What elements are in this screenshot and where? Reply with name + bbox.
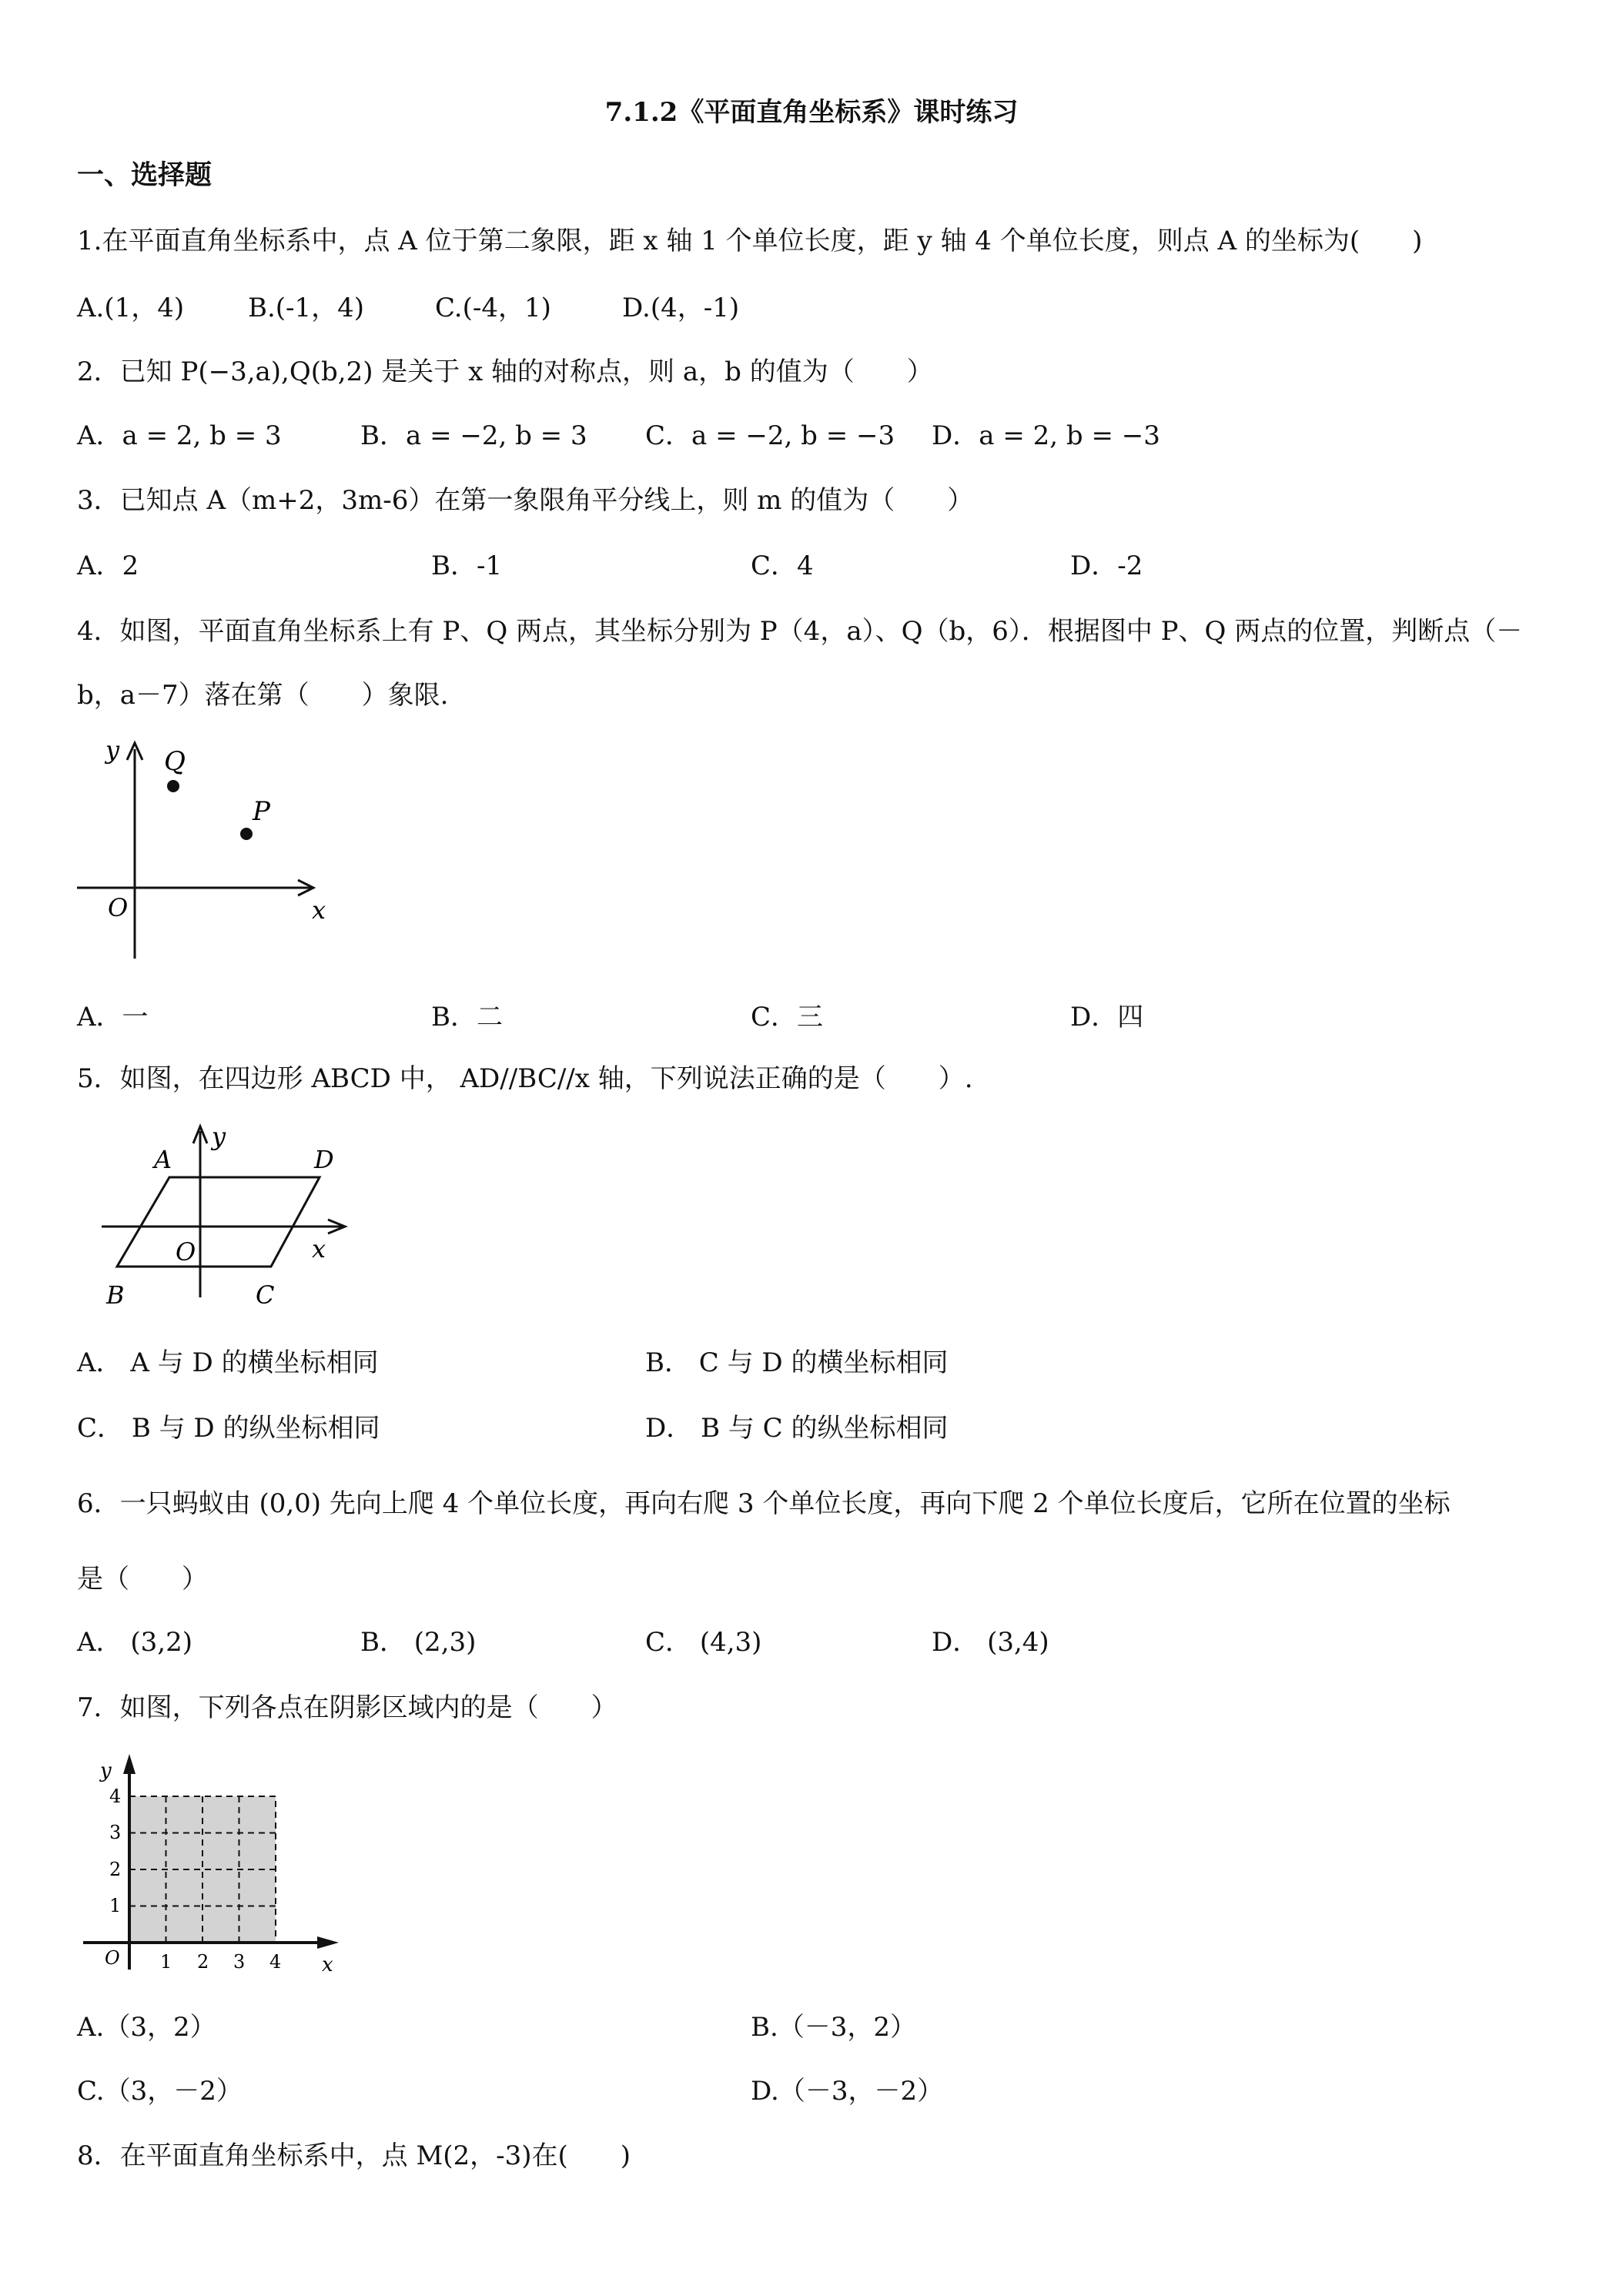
q4-origin-label: O — [108, 893, 129, 922]
q7-y-tick-1: 1 — [109, 1895, 122, 1916]
q4-option-b: B．二 — [431, 1002, 503, 1033]
question-4-stem-line2: b，a－7）落在第（ ）象限. — [77, 680, 449, 711]
q7-x-tick-3: 3 — [233, 1951, 246, 1973]
q5-label-o: O — [176, 1237, 196, 1267]
q7-option-d: D.（－3，－2） — [751, 2076, 944, 2107]
q3-option-d: D．-2 — [1070, 551, 1143, 581]
q7-y-tick-2: 2 — [109, 1859, 122, 1880]
q7-x-tick-1: 1 — [160, 1951, 172, 1973]
q4-point-q-label: Q — [164, 746, 186, 777]
question-6-stem-line2: 是（ ） — [77, 1564, 208, 1595]
page-title: 7.1.2《平面直角坐标系》课时练习 — [604, 97, 1019, 128]
q5-label-d: D — [314, 1145, 334, 1174]
q7-y-tick-4: 4 — [109, 1786, 122, 1807]
q6-option-b: B． (2,3) — [360, 1627, 477, 1658]
q7-x-tick-2: 2 — [197, 1951, 209, 1973]
q7-y-arrow — [123, 1754, 136, 1774]
q3-option-b: B．-1 — [431, 551, 503, 581]
q2-option-a: A．a = 2, b = 3 — [77, 420, 282, 451]
q4-x-label: x — [312, 895, 326, 925]
section-heading: 一、选择题 — [77, 159, 212, 191]
q5-quadrilateral — [117, 1177, 320, 1267]
q7-x-label: x — [322, 1953, 333, 1976]
question-6-stem-line1: 6．一只蚂蚁由 (0,0) 先向上爬 4 个单位长度，再向右爬 3 个单位长度，再向下爬 2 个单位长度后，它所在位置的坐标 — [77, 1488, 1451, 1519]
q4-point-p — [240, 828, 253, 840]
q4-point-p-label: P — [253, 796, 270, 827]
q1-option-b: B.(-1，4) — [248, 293, 365, 323]
q4-y-label: y — [105, 735, 120, 765]
q4-option-a: A．一 — [77, 1002, 149, 1033]
q7-option-c: C.（3，－2） — [77, 2076, 243, 2107]
q2-option-b: B．a = −2, b = 3 — [360, 420, 587, 451]
q1-option-a: A.(1，4) — [77, 293, 185, 323]
q5-figure — [92, 1120, 354, 1313]
q6-option-c: C． (4,3) — [645, 1627, 762, 1658]
q5-option-d: D． B 与 C 的纵坐标相同 — [645, 1413, 949, 1444]
q4-point-q — [167, 780, 179, 792]
q5-label-y: y — [212, 1122, 226, 1151]
q7-x-tick-4: 4 — [269, 1951, 282, 1973]
q2-option-c: C．a = −2, b = −3 — [645, 420, 895, 451]
q7-y-tick-3: 3 — [109, 1822, 122, 1843]
q5-label-b: B — [106, 1280, 125, 1310]
q7-figure — [77, 1746, 354, 1977]
question-1-stem: 1.在平面直角坐标系中，点 A 位于第二象限，距 x 轴 1 个单位长度，距 y 轴 4 个单位长度，则点 A 的坐标为( ) — [77, 226, 1423, 256]
question-7-stem: 7．如图，下列各点在阴影区域内的是（ ） — [77, 1692, 617, 1723]
question-5-stem: 5．如图，在四边形 ABCD 中， AD//BC//x 轴，下列说法正确的是（ ）. — [77, 1063, 973, 1094]
q5-label-x: x — [312, 1234, 326, 1263]
q5-label-a: A — [154, 1145, 172, 1174]
question-3-stem: 3．已知点 A（m+2，3m-6）在第一象限角平分线上，则 m 的值为（ ） — [77, 485, 974, 516]
q6-option-a: A． (3,2) — [77, 1627, 192, 1658]
q1-option-c: C.(-4，1) — [435, 293, 551, 323]
q3-option-a: A．2 — [77, 551, 139, 581]
q5-option-c: C． B 与 D 的纵坐标相同 — [77, 1413, 380, 1444]
q7-option-a: A.（3，2） — [77, 2012, 216, 2043]
q3-option-c: C．4 — [751, 551, 814, 581]
q1-option-d: D.(4，-1) — [622, 293, 740, 323]
question-2-stem: 2．已知 P(−3,a),Q(b,2) 是关于 x 轴的对称点，则 a，b 的值为（ ） — [77, 356, 933, 387]
question-8-stem: 8．在平面直角坐标系中，点 M(2，-3)在( ) — [77, 2140, 631, 2171]
question-4-stem-line1: 4．如图，平面直角坐标系上有 P、Q 两点，其坐标分别为 P（4，a）、Q（b，6）．根据图中 P、Q 两点的位置，判断点（－ — [77, 616, 1523, 647]
q7-origin-label: O — [105, 1947, 120, 1969]
q4-option-c: C．三 — [751, 1002, 824, 1033]
q4-option-d: D．四 — [1070, 1002, 1144, 1033]
q7-option-b: B.（－3，2） — [751, 2012, 917, 2043]
q7-x-arrow — [317, 1936, 339, 1949]
q5-option-b: B． C 与 D 的横坐标相同 — [645, 1347, 949, 1378]
q5-label-c: C — [256, 1280, 275, 1310]
q7-y-label: y — [100, 1759, 112, 1782]
q4-figure — [73, 735, 335, 966]
q2-option-d: D．a = 2, b = −3 — [932, 420, 1160, 451]
q5-option-a: A． A 与 D 的横坐标相同 — [77, 1347, 379, 1378]
q6-option-d: D． (3,4) — [932, 1627, 1049, 1658]
